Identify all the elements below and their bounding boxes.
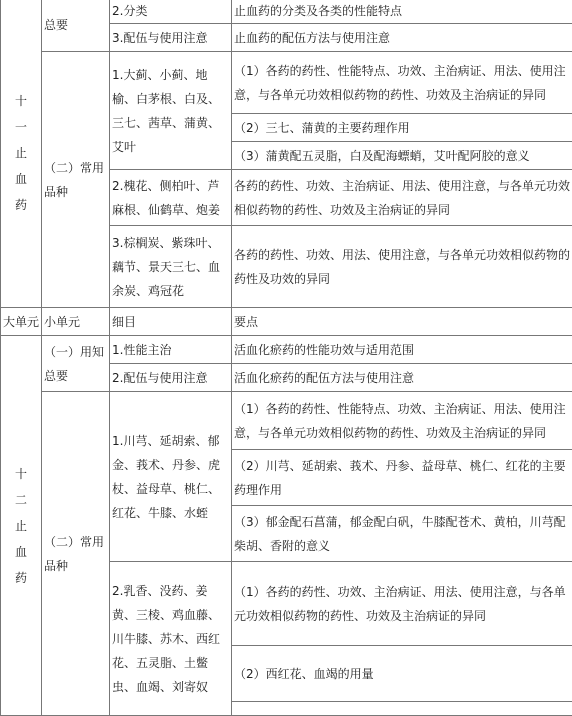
u11-g1-point-0: 止血药的分类及各类的性能特点 [232, 0, 572, 24]
u11-g2-detail-0: 1.大蓟、小蓟、地榆、白茅根、白及、三七、茜草、蒲黄、艾叶 [110, 52, 232, 170]
u12-group1-label: （一）用知总要 [42, 336, 110, 392]
u12-g1-point-0: 活血化瘀药的性能功效与适用范围 [232, 336, 572, 364]
u12-g1-detail-0: 1.性能主治 [110, 336, 232, 364]
u11-g2-point-2-0: 各药的药性、功效、用法、使用注意，与各单元功效相似药物的药性及功效的异同 [232, 226, 572, 308]
u12-g1-point-1: 活血化瘀药的配伍方法与使用注意 [232, 364, 572, 392]
unit-11-cell [1, 0, 42, 308]
u12-g2-detail-1: 2.乳香、没药、姜黄、三棱、鸡血藤、川牛膝、苏木、西红花、五灵脂、土鳖虫、血竭、刘寄奴 [110, 562, 232, 716]
u12-g2-point-0-0: （1）各药的药性、性能特点、功效、主治病证、用法、使用注意，与各单元功效相似药物的药性、功效及主治病证的异同 [232, 392, 572, 450]
u12-g2-point-1-1: （2）西红花、血竭的用量 [232, 646, 572, 702]
u11-group1-label: 总要 [42, 0, 110, 52]
u11-g2-point-0-1: （2）三七、蒲黄的主要药理作用 [232, 114, 572, 142]
u12-g2-point-1-0: （1）各药的药性、功效、主治病证、用法、使用注意，与各单元功效相似药物的药性、功效及主治病证的异同 [232, 562, 572, 646]
header-col1: 大单元 [1, 308, 42, 336]
u12-g2-detail-0: 1.川芎、延胡索、郁金、莪术、丹参、虎杖、益母草、桃仁、红花、牛膝、水蛭 [110, 392, 232, 562]
u12-group2-label: （二）常用品种 [42, 392, 110, 716]
u11-g1-detail-1: 3.配伍与使用注意 [110, 24, 232, 52]
u11-g1-detail-0: 2.分类 [110, 0, 232, 24]
header-col4: 要点 [232, 308, 572, 336]
u12-g2-point-1-extra [232, 702, 572, 716]
u11-g2-detail-2: 3.棕榈炭、紫珠叶、藕节、景天三七、血余炭、鸡冠花 [110, 226, 232, 308]
u11-g1-point-1: 止血药的配伍方法与使用注意 [232, 24, 572, 52]
unit-11-title: 十一止血药 [14, 88, 28, 218]
u12-g2-point-0-1: （2）川芎、延胡索、莪术、丹参、益母草、桃仁、红花的主要药理作用 [232, 450, 572, 506]
u11-g2-point-0-0: （1）各药的药性、性能特点、功效、主治病证、用法、使用注意，与各单元功效相似药物的药性、功效及主治病证的异同 [232, 52, 572, 114]
header-col3: 细目 [110, 308, 232, 336]
u11-g2-detail-1: 2.槐花、侧柏叶、芦麻根、仙鹤草、炮姜 [110, 170, 232, 226]
u11-g2-point-0-2: （3）蒲黄配五灵脂，白及配海螵蛸，艾叶配阿胶的意义 [232, 142, 572, 170]
u11-g2-point-1-0: 各药的药性、功效、主治病证、用法、使用注意，与各单元功效相似药物的药性、功效及主治病证的异同 [232, 170, 572, 226]
unit-12-cell [1, 336, 42, 716]
unit-12-title: 十二止血药 [14, 461, 28, 591]
u12-g1-detail-1: 2.配伍与使用注意 [110, 364, 232, 392]
u11-group2-label: （二）常用品种 [42, 52, 110, 308]
header-col2: 小单元 [42, 308, 110, 336]
u12-g2-point-0-2: （3）郁金配石菖蒲，郁金配白矾，牛膝配苍术、黄柏，川芎配柴胡、香附的意义 [232, 506, 572, 562]
